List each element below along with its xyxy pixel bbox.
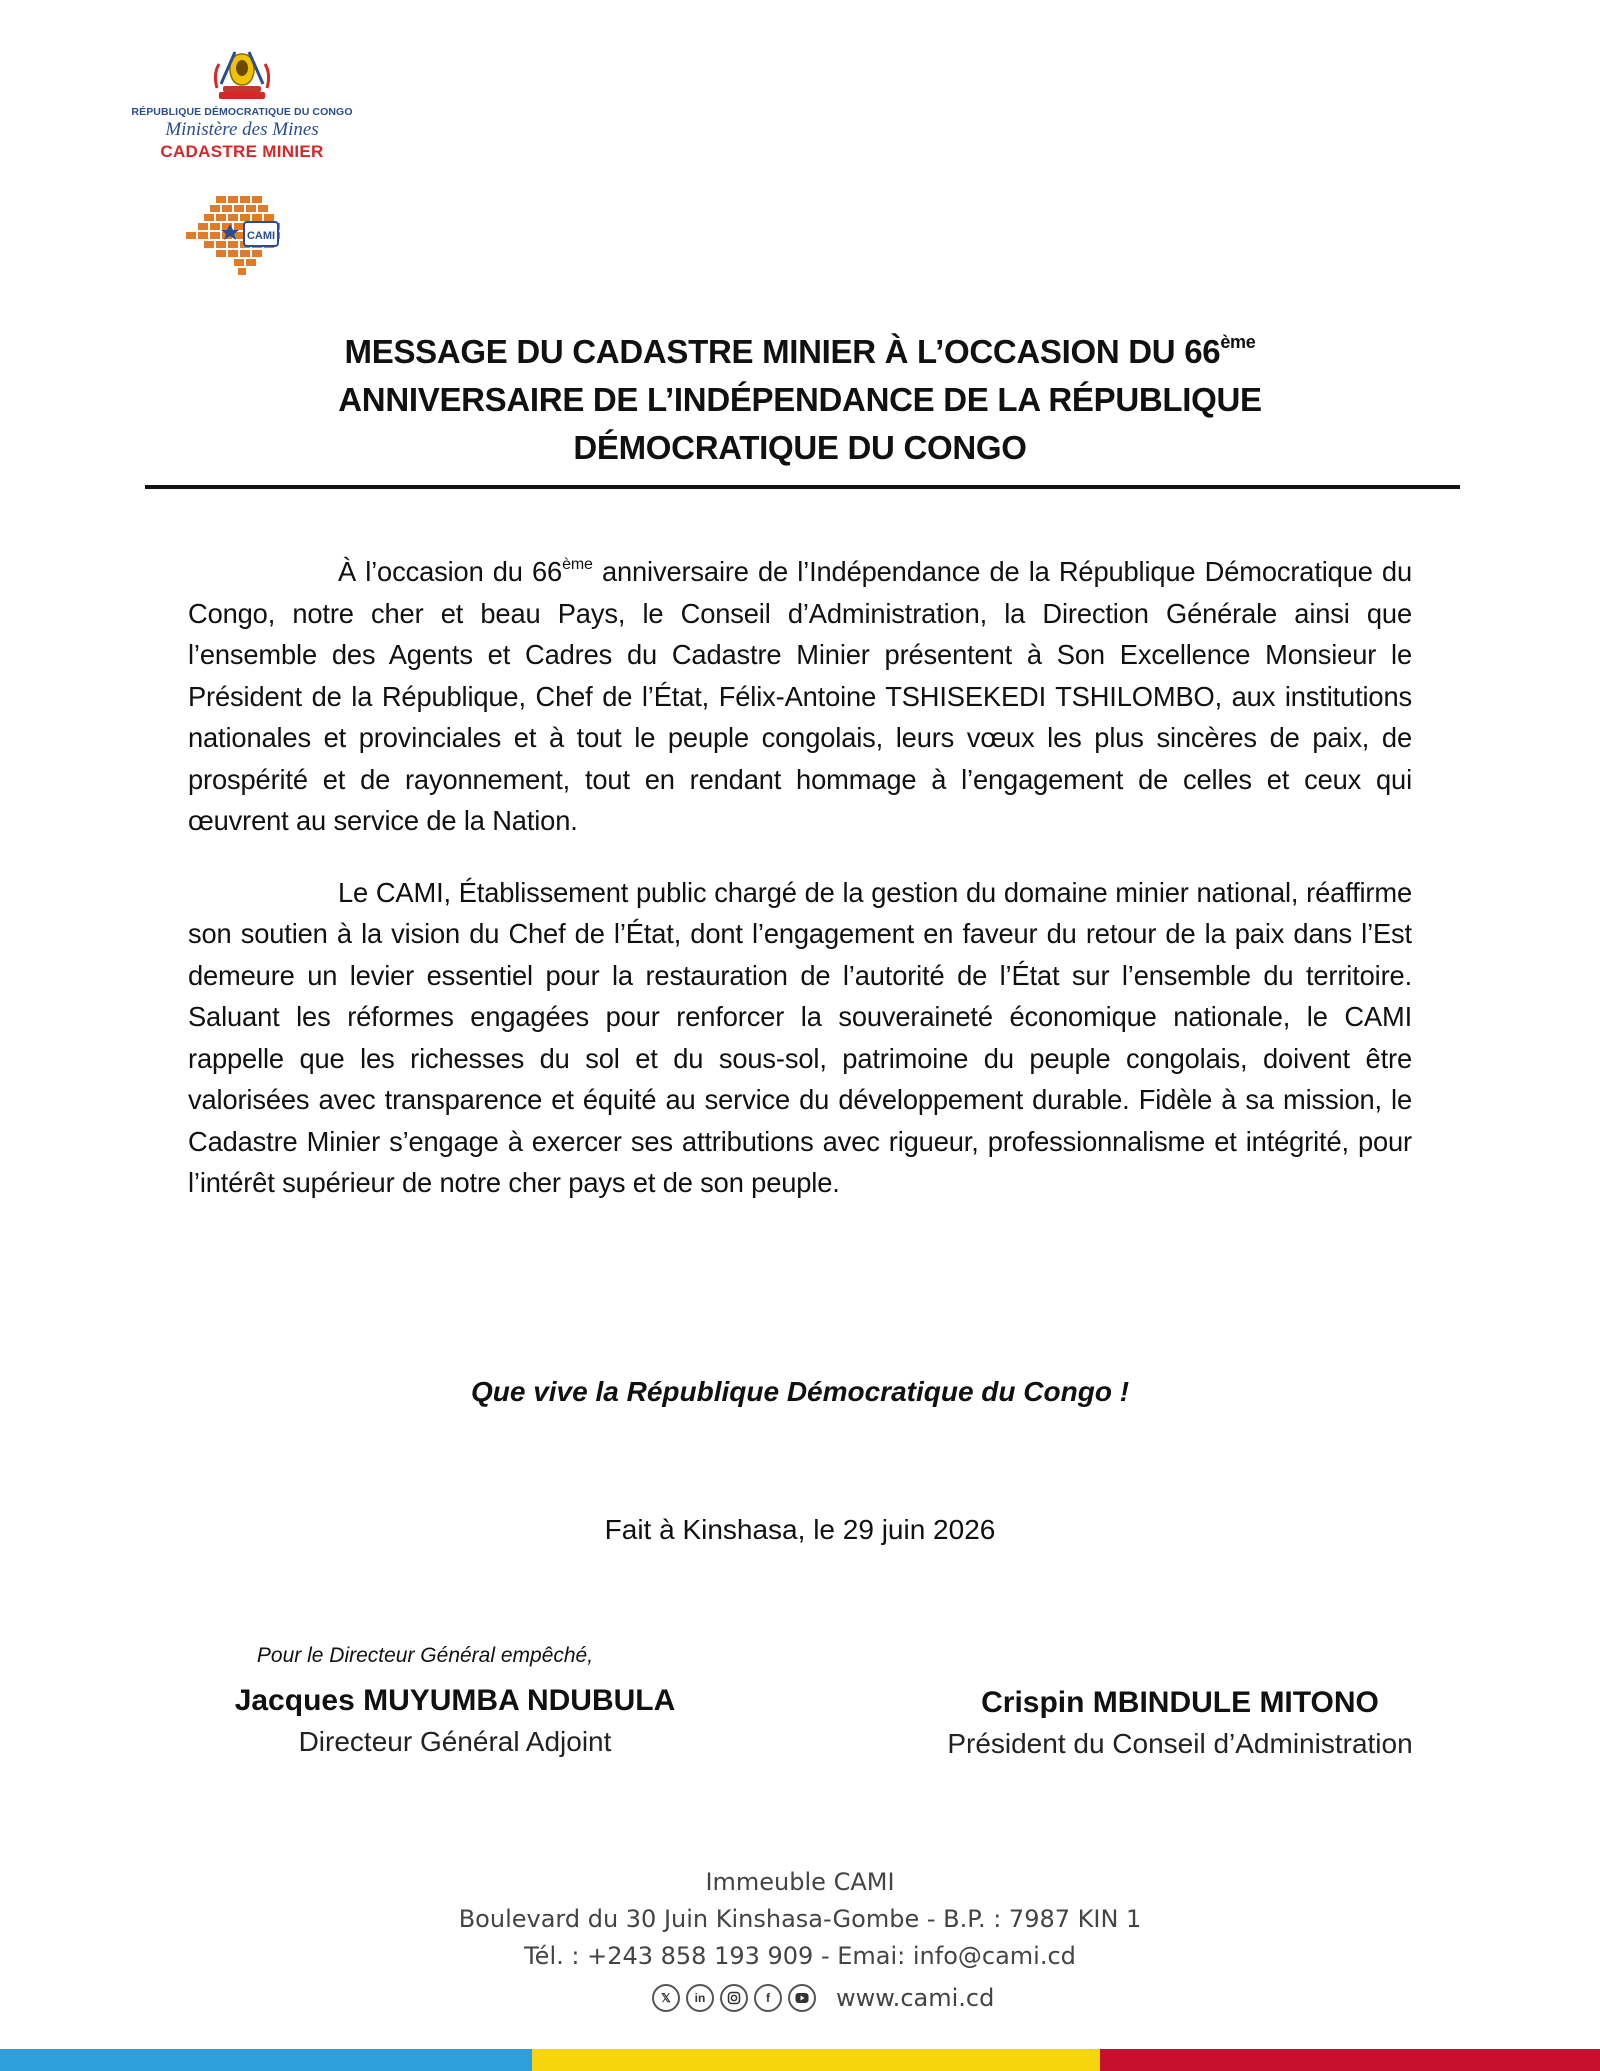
title-superscript: ème [1220, 332, 1256, 352]
youtube-icon[interactable] [788, 1984, 816, 2012]
signatory-role-right: Président du Conseil d’Administration [947, 1728, 1413, 1759]
cami-map-logo [186, 194, 296, 284]
document-title [150, 328, 1450, 472]
footer-building: Immeuble CAMI [705, 1868, 895, 1896]
coat-of-arms-icon [207, 48, 277, 104]
facebook-icon[interactable]: f [754, 1984, 782, 2012]
paragraph-1-superscript: ème [562, 555, 593, 573]
title-divider [145, 485, 1460, 489]
cami-badge-text: CAMI [246, 230, 276, 242]
footer-stripe-yellow [532, 2049, 1100, 2071]
place-date: Fait à Kinshasa, le 29 juin 2026 [604, 1514, 996, 1545]
footer-address: Boulevard du 30 Juin Kinshasa-Gombe - B.P. : 7987 KIN 1 [458, 1905, 1142, 1933]
paragraph-1 [188, 551, 1412, 842]
website-link[interactable]: www.cami.cd [836, 1984, 995, 2012]
x-icon[interactable]: 𝕏 [652, 1984, 680, 2012]
closing-statement: Que vive la République Démocratique du Congo ! [470, 1376, 1130, 1407]
footer-stripe-blue [0, 2049, 532, 2071]
social-links [652, 1984, 994, 2012]
logo-republic-text: RÉPUBLIQUE DÉMOCRATIQUE DU CONGO [131, 106, 353, 118]
document-body [188, 551, 1412, 1234]
signature-right [880, 1686, 1480, 1760]
linkedin-icon[interactable]: in [686, 1984, 714, 2012]
signature-left [155, 1644, 755, 1758]
paragraph-1-rest: anniversaire de l’Indépendance de la République Démocratique du Congo, notre cher et beau Pays, le Conseil d’Administration, la Direction Générale ainsi que l’ensemble des Agents et Cadres du Cadastre Minier présentent à Son Excellence Monsieur le Président de la République, Chef de l’État, Félix-Antoine TSHISEKEDI TSHILOMBO, aux institutions nationales et provinciales et à tout le peuple congolais, leurs vœux les plus sincères de paix, de prospérité et de rayonnement, tout en rendant hommage à l’engagement de celles et ceux qui œuvrent au service de la Nation. [188, 556, 1412, 836]
header-logo [120, 48, 364, 162]
paragraph-1-start: À l’occasion du 66 [338, 556, 563, 587]
footer [0, 1864, 1600, 1975]
title-line-2: ANNIVERSAIRE DE L’INDÉPENDANCE DE LA RÉPUBLIQUE [338, 381, 1262, 418]
signatory-role-left: Directeur Général Adjoint [298, 1726, 612, 1757]
logo-cadastre-text: CADASTRE MINIER [160, 142, 324, 161]
signatory-name-right: Crispin MBINDULE MITONO [981, 1686, 1379, 1719]
instagram-icon[interactable] [720, 1984, 748, 2012]
footer-contact: Tél. : +243 858 193 909 - Emai: info@cami.cd [524, 1942, 1076, 1970]
signature-on-behalf: Pour le Directeur Général empêché, [256, 1644, 594, 1667]
logo-ministry-text: Ministère des Mines [165, 119, 319, 140]
paragraph-2: Le CAMI, Établissement public chargé de la gestion du domaine minier national, réaffirme son soutien à la vision du Chef de l’État, dont l’engagement en faveur du retour de la paix dans l’Est demeure un levier essentiel pour la restauration de l’autorité de l’État sur l’ensemble du territoire. Saluant les réformes engagées pour renforcer la souveraineté économique nationale, le CAMI rappelle que les richesses du sol et du sous-sol, patrimoine du peuple congolais, doivent être valorisées avec transparence et équité au service du développement durable. Fidèle à sa mission, le Cadastre Minier s’engage à exercer ses attributions avec rigueur, professionnalisme et intégrité, pour l’intérêt supérieur de notre cher pays et de son peuple. [188, 876, 1412, 1198]
signatory-name-left: Jacques MUYUMBA NDUBULA [234, 1684, 676, 1717]
footer-stripe-red [1100, 2049, 1600, 2071]
title-line-1: MESSAGE DU CADASTRE MINIER À L’OCCASION DU 66 [344, 333, 1221, 370]
title-line-3: DÉMOCRATIQUE DU CONGO [573, 429, 1027, 466]
